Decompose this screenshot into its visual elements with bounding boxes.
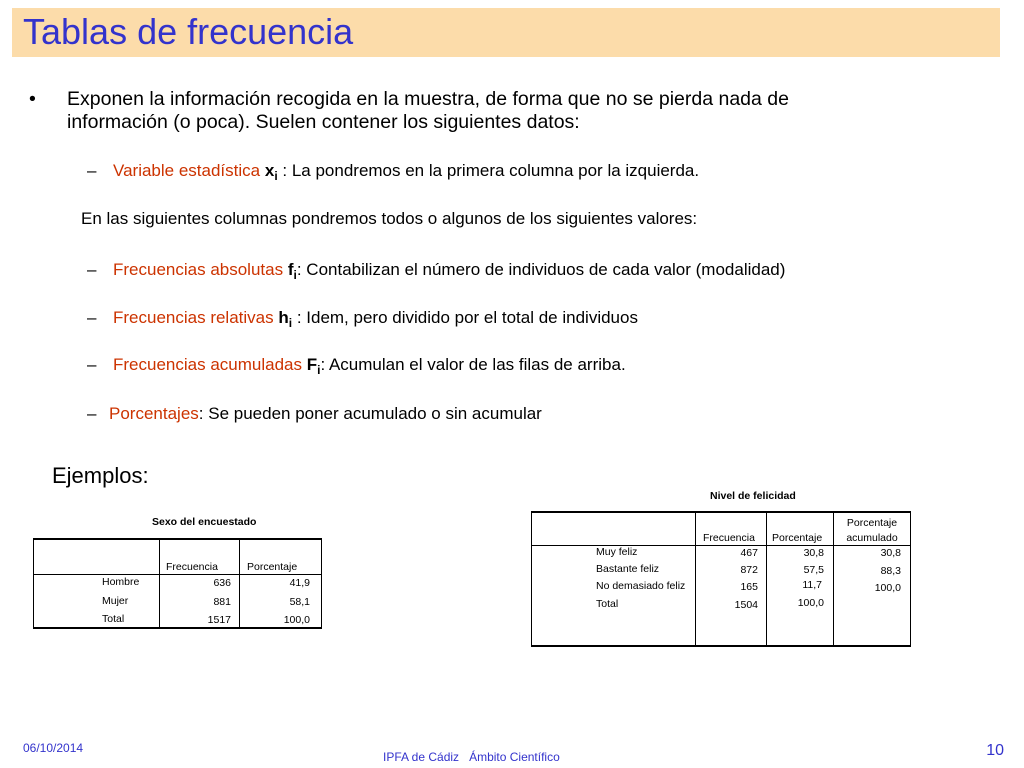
cell-pct: 30,8: [803, 547, 824, 559]
column-header: Porcentaje: [846, 517, 898, 529]
cell-pct: 100,0: [797, 597, 824, 609]
cell-freq: 467: [740, 547, 758, 559]
item-subscript: i: [317, 363, 321, 377]
item-term: Porcentajes: [109, 404, 199, 423]
table-border: [532, 545, 910, 546]
item-subscript: i: [274, 169, 278, 183]
slide-title: Tablas de frecuencia: [23, 11, 354, 52]
list-item-absolutas: [113, 259, 785, 281]
cell-freq: 636: [213, 577, 231, 589]
table-border: [34, 574, 321, 575]
item-term: Frecuencias absolutas: [113, 260, 284, 279]
table-border: [531, 511, 532, 647]
cell-pct: 11,7: [802, 579, 822, 591]
item-subscript: i: [293, 268, 297, 282]
footer-institution: IPFA de Cádiz: [383, 750, 460, 764]
column-header: Porcentaje: [247, 561, 298, 573]
row-label: No demasiado feliz: [596, 580, 686, 592]
table-title: Sexo del encuestado: [152, 516, 257, 528]
middle-text: En las siguientes columnas pondremos todos o algunos de los siguientes valores:: [81, 209, 698, 228]
table-border: [33, 627, 322, 629]
column-header: acumulado: [846, 532, 898, 544]
cell-cum: 100,0: [874, 582, 901, 594]
cell-cum: 30,8: [880, 547, 901, 559]
cell-freq: 165: [740, 581, 758, 593]
item-description: : La pondremos en la primera columna por la izquierda.: [277, 161, 700, 180]
dash-marker: –: [87, 161, 97, 180]
cell-freq: 872: [740, 564, 758, 576]
table-border: [910, 511, 911, 647]
dash-marker: –: [87, 260, 97, 279]
row-label: Muy feliz: [596, 546, 638, 558]
list-item-variable: [113, 160, 699, 182]
list-item-porcentajes: [109, 403, 542, 425]
column-header: Frecuencia: [166, 561, 218, 573]
item-description: : Se pueden poner acumulado o sin acumular: [198, 404, 542, 423]
item-term: Variable estadística: [113, 161, 261, 180]
item-symbol: x: [264, 161, 275, 180]
bullet-line-1: Exponen la información recogida en la muestra, de forma que no se pierda nada de: [67, 88, 789, 110]
table-border: [33, 538, 34, 629]
page-number: 10: [986, 742, 1004, 759]
item-description: : Acumulan el valor de las filas de arriba.: [320, 355, 626, 374]
row-label: Total: [102, 613, 125, 625]
cell-cum: 88,3: [880, 565, 901, 577]
table-border: [33, 538, 322, 540]
cell-freq: 881: [213, 596, 231, 608]
footer-date: 06/10/2014: [23, 741, 84, 755]
table-border: [531, 645, 911, 647]
item-subscript: i: [288, 316, 293, 330]
row-label: Bastante feliz: [596, 563, 660, 575]
dash-marker: –: [87, 404, 97, 423]
footer-center: [383, 750, 560, 764]
table-border: [531, 511, 911, 513]
cell-freq: 1517: [207, 614, 231, 626]
row-label: Total: [596, 598, 619, 610]
row-label: Hombre: [102, 576, 140, 588]
table-border: [695, 511, 696, 647]
examples-label: Ejemplos:: [52, 463, 149, 488]
cell-pct: 100,0: [283, 614, 310, 626]
list-item-relativas: [113, 307, 638, 329]
column-header: Frecuencia: [703, 532, 755, 544]
table-border: [321, 538, 322, 629]
item-description: : Contabilizan el número de individuos de cada valor (modalidad): [296, 260, 786, 279]
item-symbol: f: [287, 260, 294, 279]
bullet-line-2: información (o poca). Suelen contener los siguientes datos:: [67, 111, 580, 133]
list-item-acumuladas: [113, 354, 626, 376]
footer-area: Ámbito Científico: [469, 750, 560, 764]
item-symbol: h: [278, 308, 289, 327]
dash-marker: –: [87, 308, 97, 327]
dash-marker: –: [87, 355, 97, 374]
column-header: Porcentaje: [772, 532, 823, 544]
table-title: Nivel de felicidad: [710, 490, 796, 502]
item-term: Frecuencias relativas: [113, 308, 274, 327]
item-description: : Idem, pero dividido por el total de individuos: [292, 308, 638, 327]
item-symbol: F: [306, 355, 318, 374]
cell-pct: 41,9: [289, 577, 310, 589]
bullet-marker: •: [29, 88, 36, 110]
row-label: Mujer: [102, 595, 129, 607]
item-term: Frecuencias acumuladas: [113, 355, 302, 374]
cell-freq: 1504: [734, 599, 758, 611]
cell-pct: 58,1: [289, 596, 310, 608]
cell-pct: 57,5: [803, 564, 824, 576]
